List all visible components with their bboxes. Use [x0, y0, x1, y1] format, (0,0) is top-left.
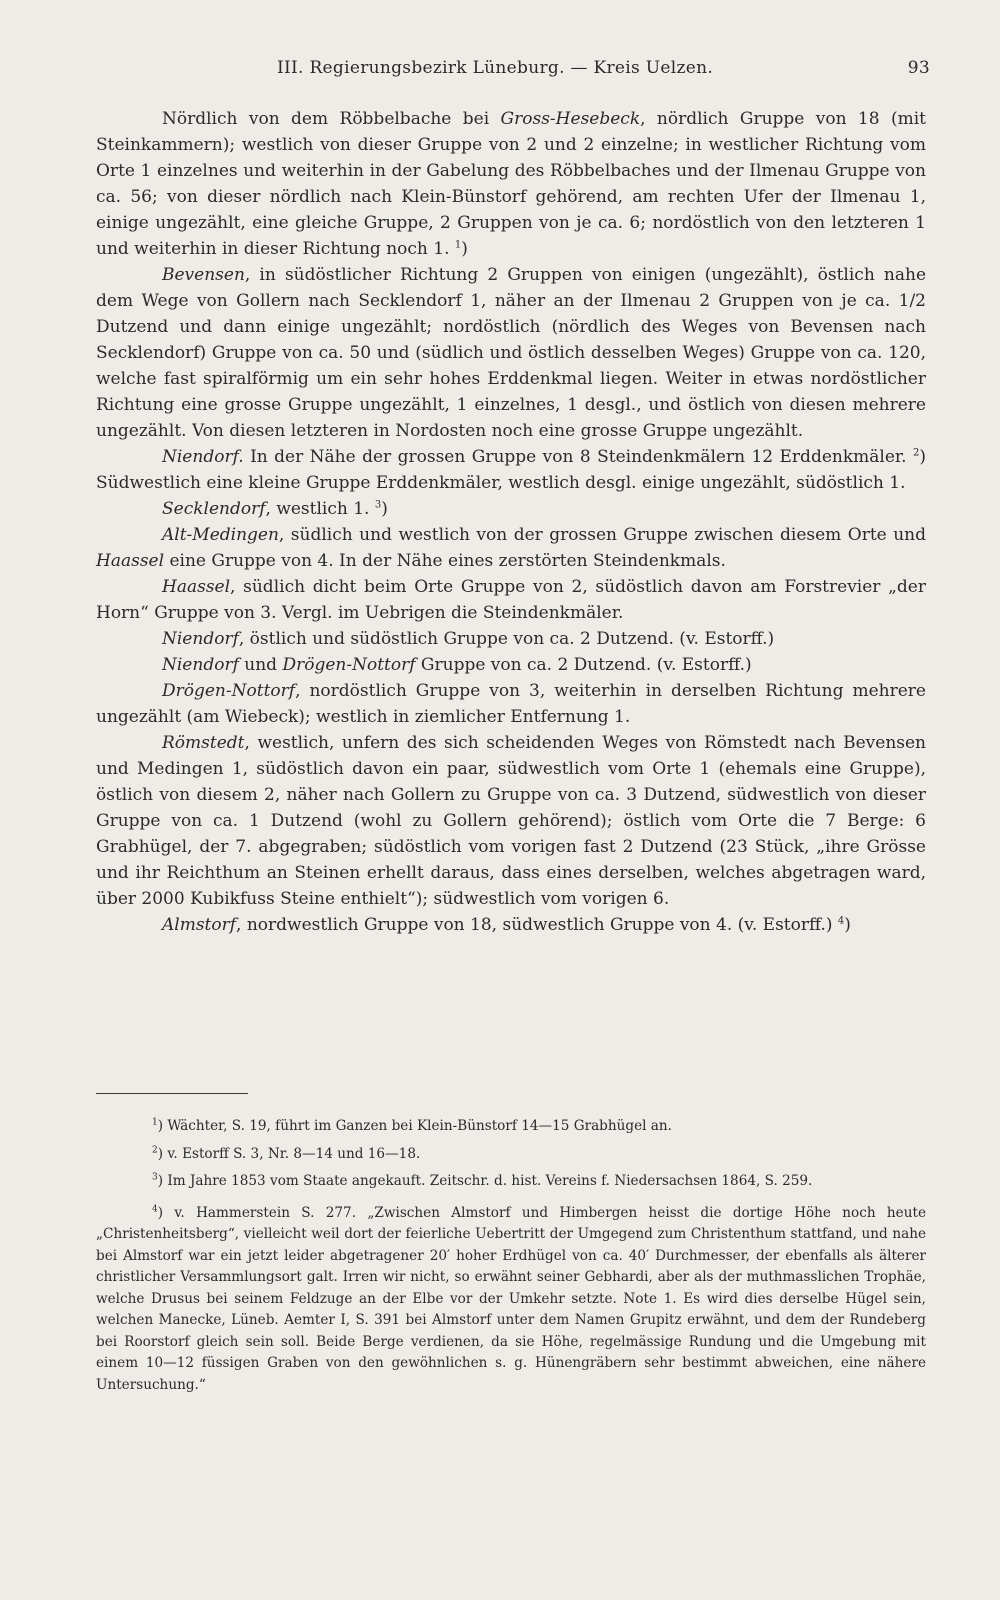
footnote-ref: 2 [913, 447, 920, 459]
running-title: III. Regierungsbezirk Lüneburg. — Kreis Uelzen. [277, 58, 714, 78]
paragraph-text: ) Südwestlich eine kleine Gruppe Erddenkmäler, westlich desgl. einige ungezählt, südöstlich 1. [96, 447, 927, 493]
place-name: Niendorf. [162, 447, 244, 467]
place-name: Haassel [162, 577, 231, 597]
paragraph-text: eine Gruppe von 4. In der Nähe eines zerstörten Steindenkmals. [164, 551, 726, 571]
paragraph-text: , in südöstlicher Richtung 2 Gruppen von einigen (ungezählt), östlich nahe dem Wege von Gollern nach Secklendorf 1, näher an der Ilmenau 2 Gruppen von je ca. [96, 265, 926, 311]
footnote-1 [96, 1116, 926, 1138]
footnote-4 [96, 1203, 926, 1397]
footnote-ref: 1 [454, 239, 462, 251]
footnote-text: ) Wächter, S. 19, führt im Ganzen bei Klein-Bünstorf 14—15 Grabhügel an. [157, 1118, 672, 1134]
paragraph-text: ) [844, 915, 851, 935]
paragraph-text: , westlich 1. [265, 499, 370, 519]
paragraph-text: ) [381, 499, 388, 519]
place-name: Secklendorf [162, 499, 266, 519]
place-name: Niendorf [162, 629, 239, 649]
paragraph-bevensen [96, 262, 926, 444]
footnote-text: ) Im Jahre 1853 vom Staate angekauft. Zeitschr. d. hist. Vereins f. Niedersachsen 1864, S. 259. [157, 1173, 813, 1189]
footnote-mark: 2 [152, 1144, 158, 1155]
paragraph-text: ) [461, 239, 468, 259]
paragraph-droegen-nottorf [96, 678, 926, 730]
paragraph-text: und [238, 655, 283, 675]
paragraph-text: In der Nähe der grossen Gruppe von 8 Steindenkmälern 12 Erddenkmäler. [243, 447, 907, 467]
footnote-3 [96, 1171, 926, 1193]
paragraph-niendorf-droegen [96, 652, 926, 678]
footnote-2 [96, 1144, 926, 1166]
paragraph-text: , östlich und südöstlich Gruppe von ca. 2 Dutzend. (v. Estorff.) [238, 629, 775, 649]
place-name: Almstorf [162, 915, 237, 935]
page-number: 93 [907, 58, 930, 78]
paragraph-text: , westlich, unfern des sich scheidenden Weges von Römstedt nach Bevensen und Medingen 1, südöstlich davon ein paar, südwestlich vom Orte 1 (ehemals eine Gruppe), östlich von diesem 2, näher nach Gollern zu Gruppe von ca. 3 Dutzend, südwestlich von dieser Gruppe von ca. 1 Dutzend (wohl zu Gollern gehörend); östlich vom Orte die 7 Berge: 6 Grabhügel, der 7. abgegraben; südöstlich vom vorigen fast 2 Dutzend (23 Stück, „ihre Grösse und ihr Reichthum an Steinen erhellt daraus, dass eines derselben, welches abgetragen ward, über 2000 Kubikfuss Steine enthielt“); südwestlich vom vorigen 6. [96, 733, 926, 909]
paragraph-niendorf-2 [96, 626, 926, 652]
footnotes [96, 1116, 926, 1402]
footnote-mark: 3 [152, 1172, 158, 1183]
footnote-ref: 3 [374, 499, 382, 511]
footnote-separator [96, 1093, 248, 1094]
paragraph-alt-medingen [96, 522, 926, 574]
paragraph-haassel [96, 574, 926, 626]
paragraph-secklendorf [96, 496, 926, 522]
place-name: Haassel [96, 551, 165, 571]
place-name: Römstedt [162, 733, 245, 753]
paragraph-text: , südlich und westlich von der grossen Gruppe zwischen diesem Orte und [278, 525, 926, 545]
place-name: Bevensen [162, 265, 245, 285]
main-text [96, 106, 926, 938]
paragraph-text: Gruppe von ca. 2 Dutzend. (v. Estorff.) [415, 655, 752, 675]
footnote-mark: 4 [152, 1203, 158, 1214]
footnote-text: ) v. Estorff S. 3, Nr. 8—14 und 16—18. [157, 1145, 421, 1162]
fraction: 1/2 [898, 291, 926, 311]
paragraph-text: , nordöstlich Gruppe von 3, weiterhin in derselben Richtung mehrere ungezählt (am Wiebeck); westlich in ziemlicher Entfernung 1. [96, 681, 926, 727]
place-name: Alt-Medingen [162, 525, 279, 545]
footnote-mark: 1 [152, 1117, 158, 1128]
footnote-text: ) v. Hammerstein S. 277. „Zwischen Almstorf und Himbergen heisst die dortige Höhe noch heute „Christenheitsberg“, vielleicht weil dort der feierliche Uebertritt der Umgegend zum Christenthum stattfand, und nahe bei Almstorf war ein jetzt leider abgetragener 20′ hoher Erdhügel von ca. 40′ Durchmesser, der ebenfalls als älterer christlicher Versammlungsort galt. Irren wir nicht, so erwähnt seiner Gebhardi, aber als der muthmasslichen Trophäe, welche Drusus bei seinem Feldzuge an der Elbe vor der Umkehr setzte. Note 1. Es wird dies derselbe Hügel sein, welchen Manecke, Lüneb. Aemter I, S. 391 bei Almstorf unter dem Namen Grupitz erwähnt, und dem der Rundeberg bei Roorstorf gleich sein soll. Beide Berge verdienen, da sie Höhe, regelmässige Rundung und die Umgebung mit einem 10—12 füssigen Graben von den gewöhnlichen s. g. Hünengräbern sehr bestimmt abweichen, eine nähere Untersuchung.“ [96, 1204, 926, 1393]
paragraph-roemstedt [96, 730, 926, 912]
place-name: Drögen-Nottorf [162, 681, 296, 701]
paragraph-text: , nördlich Gruppe von 18 (mit Steinkammern); westlich von dieser Gruppe von 2 und 2 einzelne; in westlicher Richtung vom Orte 1 einzelnes und weiterhin in der Gabelung des Röbbelbaches und der Ilmenau Gruppe von ca. 56; von dieser nördlich nach Klein-Bünstorf gehörend, am rechten Ufer der Ilmenau 1, einige ungezählt, eine gleiche Gruppe, 2 Gruppen von je ca. 6; nordöstlich von den letzteren 1 und weiterhin in dieser Richtung noch 1. [96, 109, 926, 259]
paragraph-text: Nördlich von dem Röbbelbache bei [162, 109, 501, 129]
paragraph-text: Dutzend und dann einige ungezählt; nordöstlich (nördlich des Weges von Bevensen nach Secklendorf) Gruppe von ca. 50 und (südlich und östlich desselben Weges) Gruppe von ca. 120, welche fast spiralförmig um ein sehr hohes Erddenkmal liegen. Weiter in etwas nordöstlicher Richtung eine grosse Gruppe ungezählt, 1 einzelnes, 1 desgl., und östlich von diesen mehrere ungezählt. Von diesen letzteren in Nordosten noch eine grosse Gruppe ungezählt. [96, 317, 926, 441]
paragraph-text: , südlich dicht beim Orte Gruppe von 2, südöstlich davon am Forstrevier „der Horn“ Gruppe von 3. Vergl. im Uebrigen die Steindenkmäler. [96, 577, 926, 623]
paragraph-gross-hesebeck [96, 106, 926, 262]
paragraph-niendorf-1 [96, 444, 926, 496]
place-name: Gross-Hesebeck [500, 109, 641, 129]
footnote-ref: 4 [837, 915, 845, 927]
paragraph-almstorf [96, 912, 926, 938]
place-name: Drögen-Nottorf [282, 655, 416, 675]
place-name: Niendorf [162, 655, 239, 675]
paragraph-text: , nordwestlich Gruppe von 18, südwestlich Gruppe von 4. (v. Estorff.) [236, 915, 833, 935]
